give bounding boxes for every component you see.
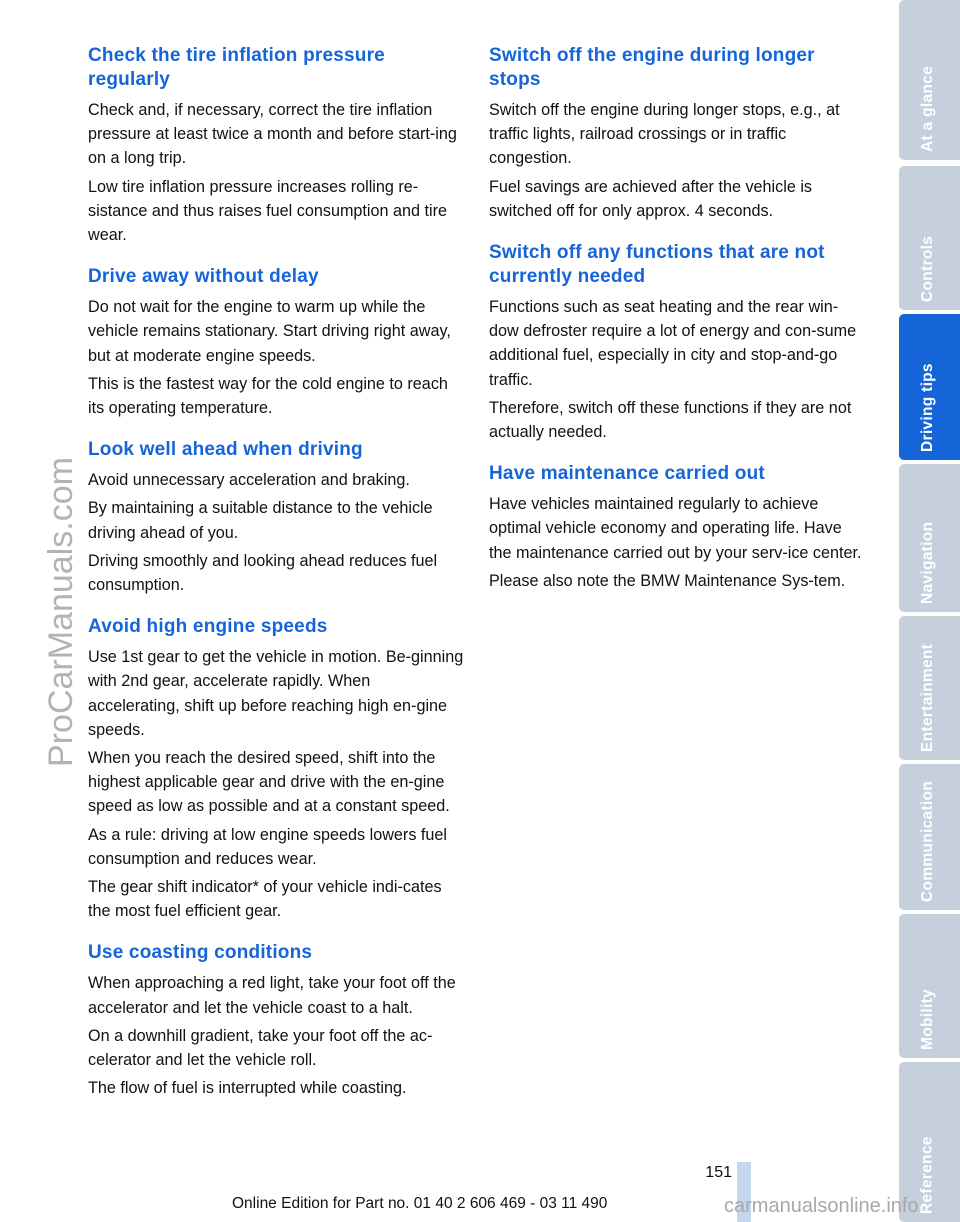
tab-label: Mobility (919, 989, 936, 1050)
section-heading: Drive away without delay (88, 266, 319, 288)
tab-label: Controls (919, 235, 936, 302)
paragraph: Functions such as seat heating and the rear win-dow defroster require a lot of energy and con-sume additional fuel, especially in city and stop-and-go traffic. (489, 298, 857, 389)
footer-text: Online Edition for Part no. 01 40 2 606 469 - 03 11 490 (232, 1195, 608, 1212)
tab-label: Navigation (919, 521, 936, 604)
section-heading: Avoid high engine speeds (88, 616, 328, 638)
section-heading: Use coasting conditions (88, 942, 313, 964)
paragraph: Switch off the engine during longer stops, e.g., at traffic lights, railroad crossings or in traffic congestion. (489, 101, 840, 168)
tab-navigation[interactable] (899, 464, 960, 612)
paragraph: When approaching a red light, take your foot off the accelerator and let the vehicle coast to a halt. (88, 974, 456, 1017)
chapter-tabs (899, 0, 960, 1222)
tab-at-a-glance[interactable] (899, 0, 960, 160)
page-number: 151 (705, 1164, 732, 1181)
tab-controls[interactable] (899, 166, 960, 310)
right-column (489, 44, 867, 597)
tab-label: Reference (919, 1136, 936, 1214)
paragraph: Use 1st gear to get the vehicle in motion. Be-ginning with 2nd gear, accelerate rapidly. When accelerating, shift up before reaching high en-gine speeds. (88, 648, 464, 739)
tab-mobility[interactable] (899, 914, 960, 1058)
footer-logo: carmanualsonline.info (724, 1195, 919, 1217)
paragraph: Do not wait for the engine to warm up while the vehicle remains stationary. Start driving right away, but at moderate engine speeds. (88, 298, 451, 365)
tab-label: At a glance (919, 66, 936, 152)
section-heading: Check the tire inflation pressure regularly (88, 45, 385, 90)
watermark-text: ProCarManuals.com (42, 457, 80, 767)
tab-label: Driving tips (919, 363, 936, 452)
paragraph: On a downhill gradient, take your foot off the ac-celerator and let the vehicle roll. (88, 1026, 433, 1070)
paragraph: The gear shift indicator* of your vehicle indi-cates the most fuel efficient gear. (88, 878, 442, 921)
section-heading: Have maintenance carried out (489, 463, 765, 485)
paragraph: This is the fastest way for the cold engine to reach its operating temperature. (88, 374, 448, 418)
paragraph: The flow of fuel is interrupted while coasting. (88, 1079, 407, 1098)
paragraph: Please also note the BMW Maintenance Sys-tem. (489, 571, 846, 590)
paragraph: Avoid unnecessary acceleration and braking. (88, 471, 410, 490)
paragraph: Driving smoothly and looking ahead reduces fuel consumption. (88, 551, 438, 595)
tab-label: Entertainment (919, 643, 936, 752)
paragraph: As a rule: driving at low engine speeds lowers fuel consumption and reduces wear. (88, 825, 448, 868)
paragraph: Low tire inflation pressure increases rolling re-sistance and thus raises fuel consumption and tire wear. (88, 177, 448, 245)
paragraph: Therefore, switch off these functions if they are not actually needed. (489, 398, 852, 442)
tab-driving-tips[interactable] (899, 314, 960, 460)
section-heading: Look well ahead when driving (88, 439, 363, 461)
paragraph: When you reach the desired speed, shift into the highest applicable gear and drive with the en-gine speed as low as possible and at a constant speed. (88, 749, 450, 816)
watermark (0, 0, 80, 1222)
left-column (88, 44, 466, 1105)
paragraph: Check and, if necessary, correct the tire inflation pressure at least twice a month and before start-ing on a long trip. (88, 101, 457, 168)
section-heading: Switch off any functions that are not currently needed (489, 242, 825, 288)
tab-label: Communication (919, 780, 936, 902)
tab-entertainment[interactable] (899, 616, 960, 760)
paragraph: Fuel savings are achieved after the vehicle is switched off for only approx. 4 seconds. (489, 177, 813, 220)
tab-communication[interactable] (899, 764, 960, 910)
section-heading: Switch off the engine during longer stops (489, 45, 815, 90)
paragraph: Have vehicles maintained regularly to achieve optimal vehicle economy and operating life. Have the maintenance carried out by your serv-ice center. (489, 495, 862, 562)
paragraph: By maintaining a suitable distance to the vehicle driving ahead of you. (88, 499, 433, 542)
